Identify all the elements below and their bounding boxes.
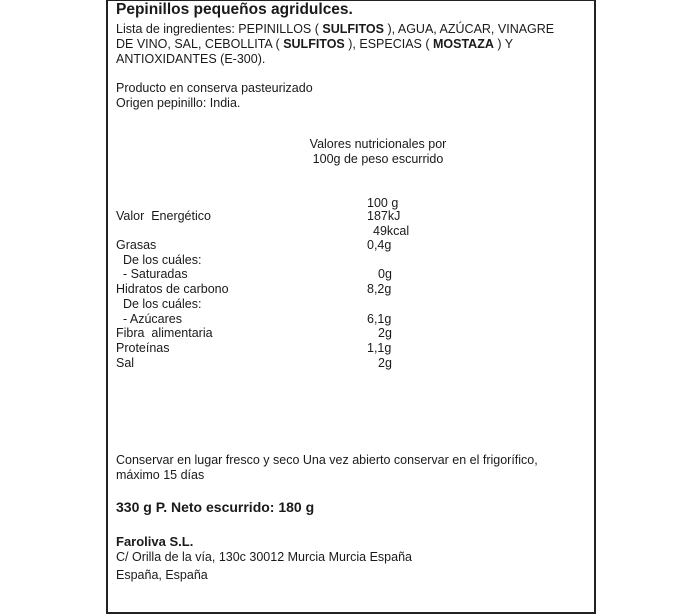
company-country: España, España xyxy=(116,568,208,582)
ingredients-line-2 xyxy=(116,37,513,52)
nutrient-label: Sal xyxy=(116,356,135,370)
nutrient-label: Valor Energético xyxy=(116,209,211,223)
nutrient-value: 0g xyxy=(378,267,392,281)
nutrient-label: - Azúcares xyxy=(116,312,182,326)
nutrient-label: Fibra alimentaria xyxy=(116,326,213,340)
nutrient-value: 6,1g xyxy=(367,312,392,326)
allergen: SULFITOS xyxy=(283,37,345,51)
text: ), AGUA, AZÚCAR, VINAGRE xyxy=(383,22,555,36)
nutrition-column-header: 100 g xyxy=(367,196,399,210)
allergen: SULFITOS xyxy=(322,22,384,36)
text: ) Y xyxy=(493,37,514,51)
nutrient-value: 187kJ xyxy=(367,209,401,223)
text: Lista de ingredientes: PEPINILLOS ( xyxy=(116,22,323,36)
text: ), ESPECIAS ( xyxy=(344,37,433,51)
nutrient-value: 2g xyxy=(378,326,392,340)
nutrient-value: 49kcal xyxy=(373,224,410,238)
company-address: C/ Orilla de la vía, 130c 30012 Murcia Murcia España xyxy=(116,550,412,564)
nutrient-value: 0,4g xyxy=(367,238,392,252)
nutrient-label: Grasas xyxy=(116,238,157,252)
nutrient-value: 1,1g xyxy=(367,341,392,355)
allergen: MOSTAZA xyxy=(433,37,494,51)
nutrient-label: Hidratos de carbono xyxy=(116,282,229,296)
nutrient-label: De los cuáles: xyxy=(116,297,202,311)
product-title: Pepinillos pequeños agridulces. xyxy=(116,1,353,18)
ingredients-line-1 xyxy=(116,22,554,37)
storage-line-1: Conservar en lugar fresco y seco Una vez abierto conservar en el frigorífico, xyxy=(116,453,538,467)
ingredients-line-3: ANTIOXIDANTES (E-300). xyxy=(116,52,266,66)
text: DE VINO, SAL, CEBOLLITA ( xyxy=(116,37,284,51)
nutrient-label: Proteínas xyxy=(116,341,170,355)
nutrition-heading-2: 100g de peso escurrido xyxy=(312,152,444,166)
storage-line-2: máximo 15 días xyxy=(116,468,205,482)
company-name: Faroliva S.L. xyxy=(116,534,194,549)
product-type: Producto en conserva pasteurizado xyxy=(116,81,313,95)
origin: Origen pepinillo: India. xyxy=(116,96,241,110)
nutrition-heading-1: Valores nutricionales por xyxy=(309,137,447,151)
nutrient-value: 8,2g xyxy=(367,282,392,296)
nutrient-label: De los cuáles: xyxy=(116,253,202,267)
net-weight: 330 g P. Neto escurrido: 180 g xyxy=(116,499,315,515)
nutrient-value: 2g xyxy=(378,356,392,370)
nutrient-label: - Saturadas xyxy=(116,267,188,281)
